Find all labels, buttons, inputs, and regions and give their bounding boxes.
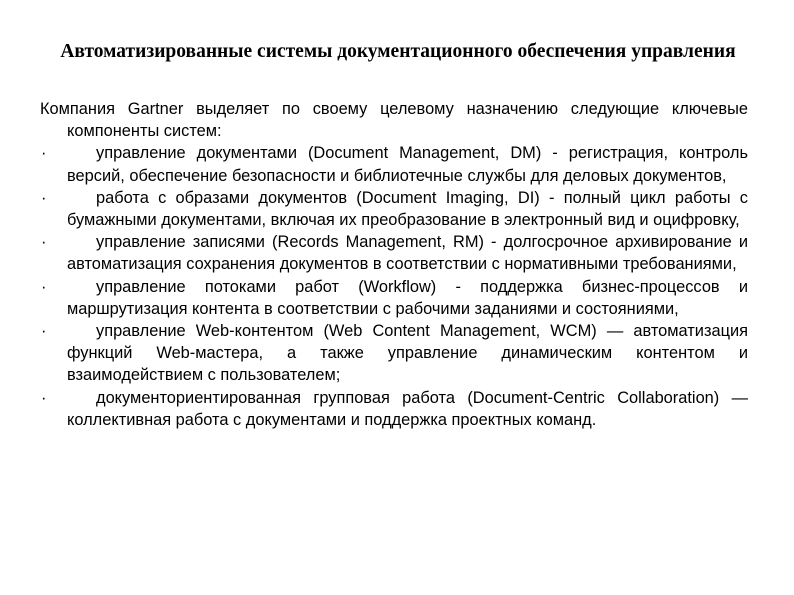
bullet-marker: ·: [41, 144, 47, 163]
list-item: [40, 142, 748, 186]
list-item-text: управление потоками работ (Workflow) - поддержка бизнес-процессов и маршрутизация контента в соответствии с рабочими заданиями и состояниями,: [67, 277, 748, 318]
list-item-text: работа с образами документов (Document Imaging, DI) - полный цикл работы с бумажными документами, включая их преобразование в электронный вид и оцифровку,: [67, 188, 748, 230]
list-item: [40, 187, 748, 231]
slide-body: [40, 98, 748, 431]
list-item: [40, 387, 748, 431]
intro-paragraph: Компания Gartner выделяет по своему целевому назначению следующие ключевые компоненты систем:: [40, 100, 748, 141]
list-item-text: управление документами (Document Management, DM) - регистрация, контроль версий, обеспечение безопасности и библиотечные службы для деловых документов,: [67, 144, 748, 185]
bullet-marker: ·: [41, 322, 47, 341]
bullet-marker: ·: [41, 233, 47, 252]
slide-title: Автоматизированные системы документационного обеспечения управления: [60, 41, 736, 62]
bullet-marker: ·: [41, 277, 47, 296]
list-item-text: управление записями (Records Management, RM) - долгосрочное архивирование и автоматизация сохранения документов в соответствии с нормативными требованиями,: [67, 233, 748, 274]
list-item: [40, 276, 748, 320]
list-item: [40, 320, 748, 387]
list-item: [40, 231, 748, 275]
bullet-marker: ·: [41, 388, 47, 407]
list-item-text: управление Web-контентом (Web Content Management, WCM) — автоматизация функций Web-мастера, а также управление динамическим контентом и взаимодействием с пользователем;: [67, 322, 748, 385]
list-item-text: документориентированная групповая работа (Document-Centric Collaboration) — коллективная работа с документами и поддержка проектных команд.: [67, 388, 748, 429]
bullet-marker: ·: [41, 188, 47, 207]
